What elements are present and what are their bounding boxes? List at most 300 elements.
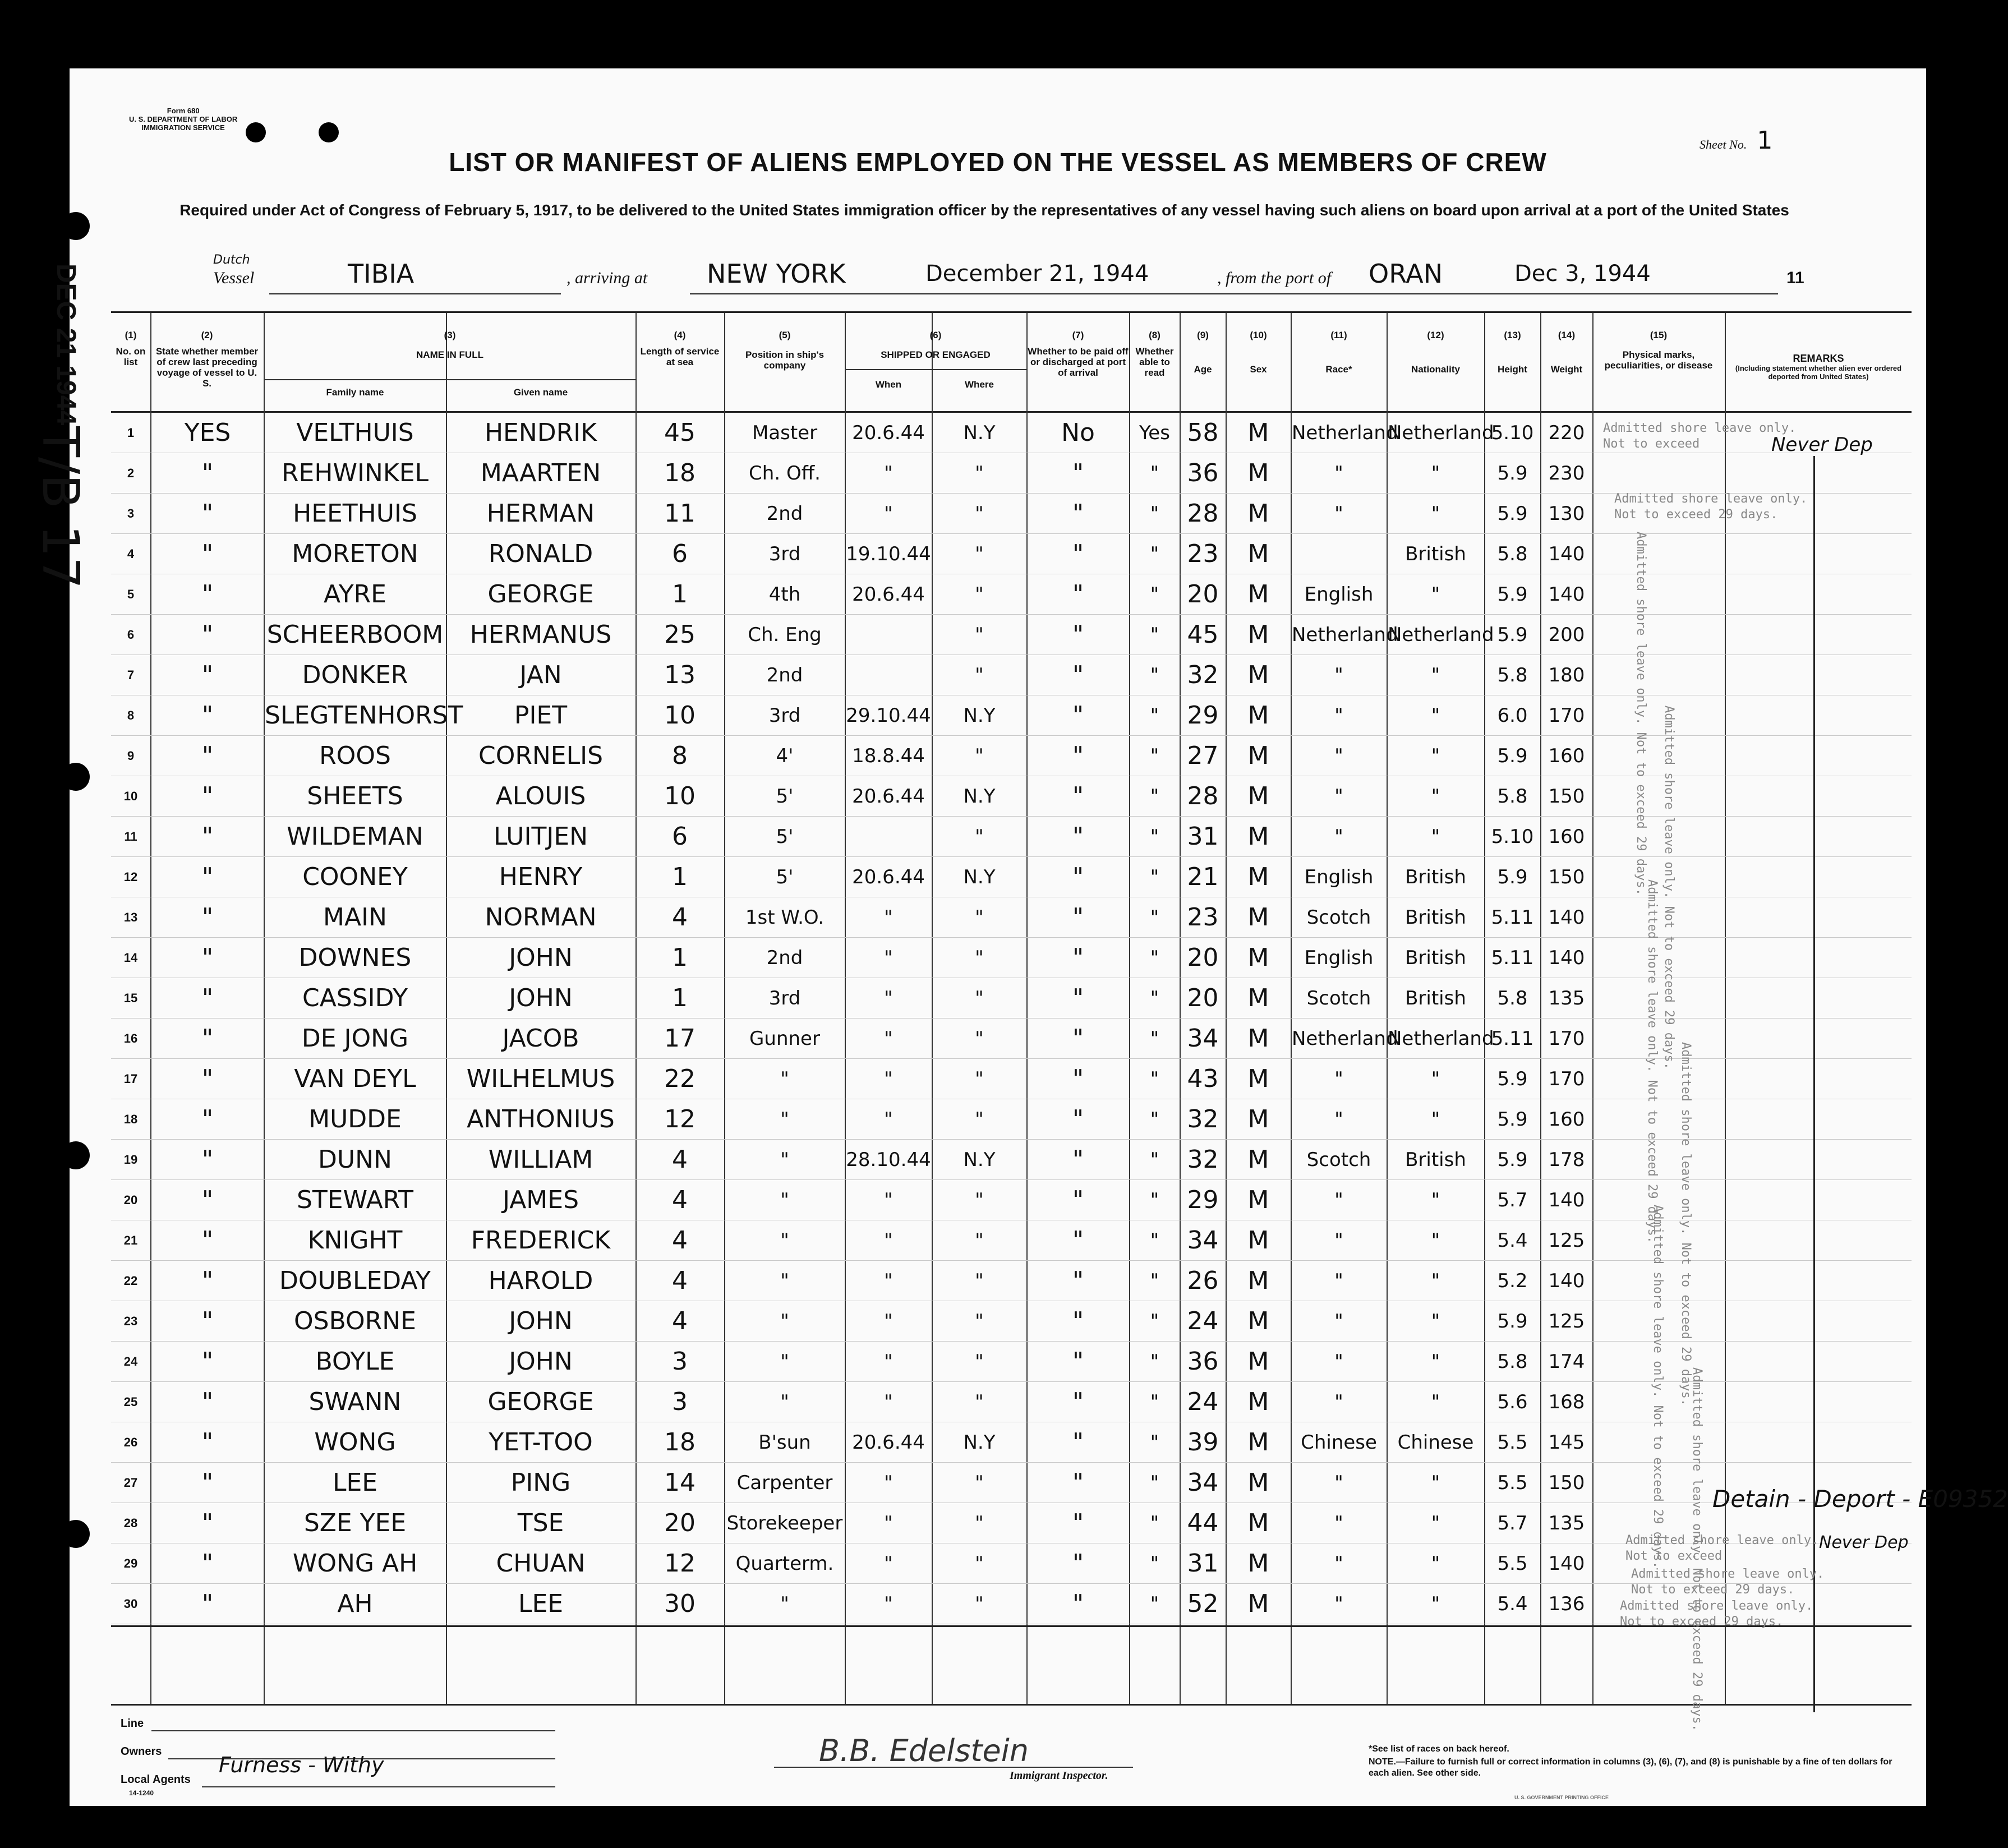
- cell-nat: Netherland: [1388, 624, 1494, 646]
- cell-nat: ": [1431, 785, 1440, 808]
- cell-sex: M: [1247, 499, 1269, 528]
- cell-age: 20: [1187, 943, 1219, 972]
- cell-sex: M: [1247, 863, 1269, 891]
- cell-when: ": [884, 1391, 893, 1413]
- cell-paid: ": [1072, 1064, 1084, 1093]
- cell-paid: ": [1072, 782, 1084, 810]
- cell-height: 5.10: [1491, 422, 1534, 444]
- cell-where: ": [975, 1189, 984, 1211]
- cell-age: 32: [1187, 1105, 1219, 1133]
- cell-position: ": [780, 1068, 789, 1090]
- header-remarks: REMARKS (Including statement whether alien ever ordered deported from United States): [1735, 353, 1902, 381]
- cell-position: 5': [776, 785, 794, 808]
- cell-family: BOYLE: [315, 1347, 395, 1376]
- cell-sex: M: [1247, 1509, 1269, 1537]
- cell-position: ": [780, 1270, 789, 1292]
- cell-read: ": [1150, 543, 1159, 565]
- table-row: [111, 1059, 1912, 1099]
- cell-sex: M: [1247, 580, 1269, 609]
- cell-height: 5.11: [1491, 906, 1534, 929]
- cell-race: ": [1334, 704, 1343, 727]
- header-age: (9) Age: [1194, 330, 1212, 375]
- cell-nat: British: [1405, 947, 1466, 969]
- cell-when: ": [884, 1189, 893, 1211]
- cell-no: 29: [123, 1556, 138, 1570]
- cell-prev: ": [201, 1549, 214, 1578]
- cell-height: 5.9: [1497, 1149, 1528, 1171]
- cell-no: 5: [127, 587, 135, 601]
- cell-position: ": [780, 1391, 789, 1413]
- cell-race: ": [1334, 1472, 1343, 1494]
- cell-race: English: [1304, 947, 1374, 969]
- cell-service: 12: [664, 1549, 696, 1578]
- cell-nat: ": [1431, 1068, 1440, 1090]
- cell-family: REHWINKEL: [281, 459, 429, 487]
- cell-prev: ": [201, 499, 214, 528]
- cell-prev: ": [201, 943, 214, 972]
- cell-prev: ": [201, 741, 214, 770]
- cell-given: NORMAN: [485, 903, 597, 932]
- cell-given: PING: [510, 1468, 571, 1497]
- cell-given: JAN: [519, 661, 562, 689]
- cell-family: ROOS: [319, 741, 391, 770]
- cell-read: ": [1150, 906, 1159, 929]
- cell-sex: M: [1247, 741, 1269, 770]
- vessel-label: Vessel: [213, 269, 255, 287]
- sheet-number: Sheet No. 1: [1700, 126, 1773, 155]
- cell-service: 6: [672, 540, 688, 568]
- cell-position: 5': [776, 826, 794, 848]
- shore-leave-stamp: Admitted shore leave only. Not to exceed 29 days.: [1631, 1567, 1825, 1597]
- cell-race: English: [1304, 866, 1374, 888]
- cell-sex: M: [1247, 620, 1269, 649]
- cell-position: ": [780, 1351, 789, 1373]
- cell-read: ": [1150, 1270, 1159, 1292]
- shore-leave-stamp: Admitted shore leave only. Not to exceed 29 days.: [1645, 879, 1659, 1244]
- cell-sex: M: [1247, 1468, 1269, 1497]
- cell-weight: 170: [1548, 1027, 1585, 1050]
- cell-height: 5.9: [1497, 866, 1528, 888]
- cell-nat: ": [1431, 1189, 1440, 1211]
- vessel-name: TIBIA: [348, 259, 415, 289]
- cell-no: 30: [123, 1597, 138, 1611]
- cell-height: 6.0: [1497, 704, 1528, 727]
- cell-given: JOHN: [509, 943, 573, 972]
- cell-read: ": [1150, 1310, 1159, 1333]
- cell-race: ": [1334, 1068, 1343, 1090]
- cell-sex: M: [1247, 984, 1269, 1012]
- cell-given: GEORGE: [487, 1388, 594, 1416]
- cell-nat: ": [1431, 1391, 1440, 1413]
- cell-family: LEE: [332, 1468, 378, 1497]
- cell-nat: British: [1405, 543, 1466, 565]
- shore-leave-stamp: Admitted shore leave only. Not to exceed 29 days.: [1620, 1599, 1813, 1629]
- cell-weight: 130: [1548, 503, 1585, 525]
- cell-age: 28: [1187, 499, 1219, 528]
- cell-given: LUITJEN: [493, 822, 588, 851]
- header-where: Where: [965, 379, 994, 390]
- cell-nat: British: [1405, 987, 1466, 1010]
- cell-service: 4: [672, 1266, 688, 1295]
- cell-read: ": [1150, 1351, 1159, 1373]
- table-row: [111, 1301, 1912, 1342]
- cell-when: 20.6.44: [852, 422, 925, 444]
- header-paid-off: (7) Whether to be paid off or discharged at port of arrival: [1028, 330, 1129, 378]
- cell-race: [1292, 534, 1386, 574]
- cell-nat: British: [1405, 906, 1466, 929]
- punch-hole: [62, 1141, 90, 1169]
- header-physical-marks: (15) Physical marks, peculiarities, or disease: [1604, 330, 1713, 371]
- cell-where: ": [975, 826, 984, 848]
- cell-age: 34: [1187, 1226, 1219, 1255]
- cell-given: PIET: [514, 701, 568, 730]
- cell-age: 20: [1187, 580, 1219, 609]
- cell-paid: ": [1072, 822, 1084, 851]
- cell-height: 5.4: [1497, 1229, 1528, 1252]
- cell-prev: ": [201, 1226, 214, 1255]
- cell-no: 15: [123, 991, 138, 1005]
- cell-given: JACOB: [502, 1024, 579, 1053]
- cell-read: ": [1150, 1552, 1159, 1575]
- cell-weight: 136: [1548, 1593, 1585, 1615]
- cell-when: ": [884, 1512, 893, 1534]
- cell-given: HERMANUS: [469, 620, 612, 649]
- cell-position: 1st W.O.: [745, 906, 825, 929]
- cell-family: SHEETS: [307, 782, 403, 810]
- cell-family: DE JONG: [301, 1024, 409, 1053]
- page-title: LIST OR MANIFEST OF ALIENS EMPLOYED ON THE VESSEL AS MEMBERS OF CREW: [449, 148, 1547, 177]
- cell-sex: M: [1247, 701, 1269, 730]
- header-position: (5) Position in ship's company: [745, 330, 825, 371]
- cell-paid: ": [1072, 741, 1084, 770]
- page-subtitle: Required under Act of Congress of February 5, 1917, to be delivered to the United States immigration officer by the representatives of any vessel having such aliens on board upon arrival at a port of the United States: [179, 201, 1789, 219]
- cell-no: 23: [123, 1314, 138, 1328]
- cell-race: Scotch: [1306, 1149, 1371, 1171]
- cell-race: ": [1334, 1229, 1343, 1252]
- cell-read: ": [1150, 826, 1159, 848]
- cell-where: N.Y: [963, 866, 996, 888]
- cell-height: 5.8: [1497, 1351, 1528, 1373]
- cell-position: 3rd: [768, 543, 801, 565]
- cell-position: Gunner: [749, 1027, 820, 1050]
- date-stamp: DEC 21 1944: [51, 264, 81, 426]
- cell-height: 5.4: [1497, 1593, 1528, 1615]
- cell-where: ": [975, 1027, 984, 1050]
- cell-family: COONEY: [302, 863, 408, 891]
- cell-service: 3: [672, 1388, 688, 1416]
- cell-service: 14: [664, 1468, 696, 1497]
- cell-prev: ": [201, 1509, 214, 1537]
- cell-family: DOUBLEDAY: [279, 1266, 431, 1295]
- cell-age: 36: [1187, 1347, 1219, 1376]
- shore-leave-stamp: Admitted shore leave only. Not to exceed 29 days.: [1690, 1367, 1704, 1732]
- cell-when: 18.8.44: [852, 745, 925, 767]
- header-shipped: (6) SHIPPED OR ENGAGED: [881, 330, 991, 360]
- cell-height: 5.9: [1497, 745, 1528, 767]
- cell-nat: ": [1431, 583, 1440, 606]
- cell-when: ": [884, 1229, 893, 1252]
- cell-height: 5.8: [1497, 543, 1528, 565]
- footnote-races: *See list of races on back hereof.: [1369, 1744, 1509, 1754]
- cell-where: N.Y: [963, 422, 996, 444]
- cell-weight: 150: [1548, 785, 1585, 808]
- cell-position: 5': [776, 866, 794, 888]
- cell-prev: ": [201, 1307, 214, 1335]
- cell-height: 5.8: [1497, 664, 1528, 686]
- cell-paid: ": [1072, 1186, 1084, 1214]
- cell-position: 2nd: [766, 664, 803, 686]
- cell-prev: ": [201, 903, 214, 932]
- cell-given: FREDERICK: [471, 1226, 611, 1255]
- header-nationality: (12) Nationality: [1411, 330, 1460, 375]
- cell-sex: M: [1247, 1589, 1269, 1618]
- cell-no: 4: [127, 547, 135, 561]
- header-when: When: [875, 379, 902, 390]
- cell-height: 5.11: [1491, 947, 1534, 969]
- cell-position: ": [780, 1310, 789, 1333]
- cell-paid: ": [1072, 1307, 1084, 1335]
- cell-race: ": [1334, 503, 1343, 525]
- cell-weight: 140: [1548, 947, 1585, 969]
- cell-where: ": [975, 1108, 984, 1131]
- cell-age: 32: [1187, 661, 1219, 689]
- punch-hole: [62, 212, 90, 240]
- table-row: [111, 1019, 1912, 1059]
- arrival-port: NEW YORK: [707, 259, 846, 289]
- cell-height: 5.7: [1497, 1189, 1528, 1211]
- cell-prev: ": [201, 1347, 214, 1376]
- cell-where: ": [975, 1552, 984, 1575]
- table-row: [111, 1099, 1912, 1140]
- cell-position: Master: [752, 422, 818, 444]
- cell-no: 25: [123, 1395, 138, 1409]
- cell-service: 4: [672, 1186, 688, 1214]
- cell-race: ": [1334, 785, 1343, 808]
- cell-paid: ": [1072, 459, 1084, 487]
- cell-weight: 160: [1548, 1108, 1585, 1131]
- cell-prev: YES: [184, 418, 231, 447]
- cell-where: N.Y: [963, 704, 996, 727]
- table-row: [111, 1463, 1912, 1503]
- header-given-name: Given name: [513, 387, 568, 398]
- cell-where: N.Y: [963, 785, 996, 808]
- cell-given: CORNELIS: [478, 741, 604, 770]
- cell-prev: ": [201, 1145, 214, 1174]
- cell-read: ": [1150, 1431, 1159, 1454]
- cell-given: HENRY: [499, 863, 583, 891]
- cell-weight: 150: [1548, 866, 1585, 888]
- cell-service: 4: [672, 1226, 688, 1255]
- cell-paid: No: [1061, 418, 1095, 447]
- cell-no: 6: [127, 628, 135, 642]
- punch-hole: [246, 122, 266, 142]
- cell-position: Ch. Off.: [749, 462, 821, 485]
- cell-service: 1: [672, 984, 688, 1012]
- cell-prev: ": [201, 1024, 214, 1053]
- cell-prev: ": [201, 1428, 214, 1457]
- shore-leave-stamp: Admitted shore leave only. Not to exceed: [1625, 1533, 1819, 1563]
- cell-service: 8: [672, 741, 688, 770]
- cell-where: ": [975, 503, 984, 525]
- cell-nat: Netherland: [1388, 1027, 1494, 1050]
- cell-sex: M: [1247, 782, 1269, 810]
- cell-no: 16: [123, 1031, 138, 1045]
- shore-leave-stamp: Admitted shore leave only. Not to exceed 29 days.: [1662, 706, 1676, 1070]
- cell-when: 20.6.44: [852, 866, 925, 888]
- cell-height: 5.9: [1497, 583, 1528, 606]
- cell-race: ": [1334, 1552, 1343, 1575]
- cell-when: ": [884, 906, 893, 929]
- cell-where: ": [975, 1229, 984, 1252]
- remark-row-27: Detain - Deport - E09352: [1712, 1485, 2008, 1513]
- cell-where: ": [975, 583, 984, 606]
- cell-race: ": [1334, 1189, 1343, 1211]
- cell-when: ": [884, 947, 893, 969]
- footnote-penalty: NOTE.—Failure to furnish full or correct information in columns (3), (6), (7), and (8) is punishable by a fine of ten dollars for each alien. See other side.: [1369, 1757, 1892, 1778]
- cell-nat: ": [1431, 1552, 1440, 1575]
- cell-where: ": [975, 543, 984, 565]
- cell-no: 12: [123, 870, 138, 884]
- cell-no: 22: [123, 1274, 138, 1288]
- cell-weight: 140: [1548, 583, 1585, 606]
- cell-sex: M: [1247, 661, 1269, 689]
- cell-when: [846, 615, 931, 655]
- cell-paid: ": [1072, 1589, 1084, 1618]
- cell-family: VAN DEYL: [294, 1064, 416, 1093]
- remark-row-1: Never Dep: [1771, 434, 1873, 456]
- cell-sex: M: [1247, 1145, 1269, 1174]
- cell-family: OSBORNE: [294, 1307, 416, 1335]
- table-row: [111, 978, 1912, 1019]
- cell-when: [846, 817, 931, 857]
- cell-height: 5.6: [1497, 1391, 1528, 1413]
- footer-agents-label: Local Agents: [121, 1773, 191, 1786]
- cell-race: ": [1334, 1108, 1343, 1131]
- cell-sex: M: [1247, 540, 1269, 568]
- cell-where: ": [975, 906, 984, 929]
- cell-given: HENDRIK: [484, 418, 597, 447]
- shore-leave-stamp: Admitted shore leave only. Not to exceed 29 days.: [1634, 532, 1648, 896]
- cell-age: 24: [1187, 1388, 1219, 1416]
- cell-no: 27: [123, 1476, 138, 1490]
- cell-when: ": [884, 1068, 893, 1090]
- cell-nat: ": [1431, 745, 1440, 767]
- cell-service: 1: [672, 943, 688, 972]
- cell-paid: ": [1072, 1549, 1084, 1578]
- cell-weight: 145: [1548, 1431, 1585, 1454]
- vessel-number: 11: [1786, 269, 1804, 287]
- cell-when: ": [884, 462, 893, 485]
- cell-when: ": [884, 987, 893, 1010]
- vessel-line: [213, 255, 1840, 300]
- cell-height: 5.7: [1497, 1512, 1528, 1534]
- cell-no: 7: [127, 668, 135, 682]
- cell-no: 14: [123, 951, 138, 965]
- cell-age: 32: [1187, 1145, 1219, 1174]
- cell-nat: ": [1431, 462, 1440, 485]
- cell-service: 6: [672, 822, 688, 851]
- cell-when: ": [884, 1351, 893, 1373]
- cell-paid: ": [1072, 1145, 1084, 1174]
- cell-read: ": [1150, 704, 1159, 727]
- cell-when: ": [884, 1593, 893, 1615]
- cell-prev: ": [201, 661, 214, 689]
- cell-where: ": [975, 624, 984, 646]
- footer-agents-value: Furness - Withy: [219, 1753, 384, 1777]
- cell-service: 17: [664, 1024, 696, 1053]
- code-stamp: T/B 17: [31, 426, 90, 589]
- cell-weight: 135: [1548, 987, 1585, 1010]
- cell-prev: ": [201, 1589, 214, 1618]
- cell-family: AYRE: [324, 580, 386, 609]
- cell-service: 12: [664, 1105, 696, 1133]
- cell-race: Netherland: [1292, 1027, 1398, 1050]
- cell-paid: ": [1072, 1388, 1084, 1416]
- cell-family: HEETHUIS: [293, 499, 417, 528]
- cell-weight: 168: [1548, 1391, 1585, 1413]
- cell-family: DONKER: [302, 661, 408, 689]
- cell-paid: ": [1072, 620, 1084, 649]
- cell-prev: ": [201, 620, 214, 649]
- cell-no: 8: [127, 708, 135, 722]
- cell-where: ": [975, 745, 984, 767]
- cell-paid: ": [1072, 863, 1084, 891]
- punch-hole: [62, 1520, 90, 1548]
- header-previous-voyage: (2) State whether member of crew last preceding voyage of vessel to U. S.: [155, 330, 259, 389]
- cell-weight: 140: [1548, 543, 1585, 565]
- cell-read: ": [1150, 1229, 1159, 1252]
- cell-sex: M: [1247, 418, 1269, 447]
- table-row: [111, 453, 1912, 494]
- footer-line-label: Line: [121, 1717, 144, 1730]
- header-service: (4) Length of service at sea: [640, 330, 720, 367]
- cell-sex: M: [1247, 903, 1269, 932]
- cell-age: 45: [1187, 620, 1219, 649]
- cell-read: ": [1150, 1512, 1159, 1534]
- cell-given: WILHELMUS: [466, 1064, 615, 1093]
- cell-read: ": [1150, 462, 1159, 485]
- cell-weight: 170: [1548, 704, 1585, 727]
- cell-read: ": [1150, 1189, 1159, 1211]
- cell-weight: 125: [1548, 1229, 1585, 1252]
- cell-weight: 140: [1548, 1189, 1585, 1211]
- cell-weight: 125: [1548, 1310, 1585, 1333]
- cell-nat: British: [1405, 866, 1466, 888]
- cell-read: ": [1150, 664, 1159, 686]
- cell-where: ": [975, 1270, 984, 1292]
- cell-nat: Netherland: [1388, 422, 1494, 444]
- cell-age: 58: [1187, 418, 1219, 447]
- cell-where: ": [975, 1068, 984, 1090]
- cell-age: 52: [1187, 1589, 1219, 1618]
- cell-age: 36: [1187, 459, 1219, 487]
- cell-nat: ": [1431, 1108, 1440, 1131]
- cell-read: ": [1150, 1472, 1159, 1494]
- table-row: [111, 1422, 1912, 1463]
- cell-no: 1: [127, 426, 135, 440]
- cell-age: 20: [1187, 984, 1219, 1012]
- table-row: [111, 1180, 1912, 1220]
- cell-weight: 230: [1548, 462, 1585, 485]
- cell-given: CHUAN: [496, 1549, 586, 1578]
- cell-age: 26: [1187, 1266, 1219, 1295]
- cell-age: 34: [1187, 1024, 1219, 1053]
- cell-race: Chinese: [1301, 1431, 1377, 1454]
- cell-paid: ": [1072, 1024, 1084, 1053]
- cell-position: Ch. Eng: [748, 624, 822, 646]
- cell-family: STEWART: [296, 1186, 414, 1214]
- cell-age: 39: [1187, 1428, 1219, 1457]
